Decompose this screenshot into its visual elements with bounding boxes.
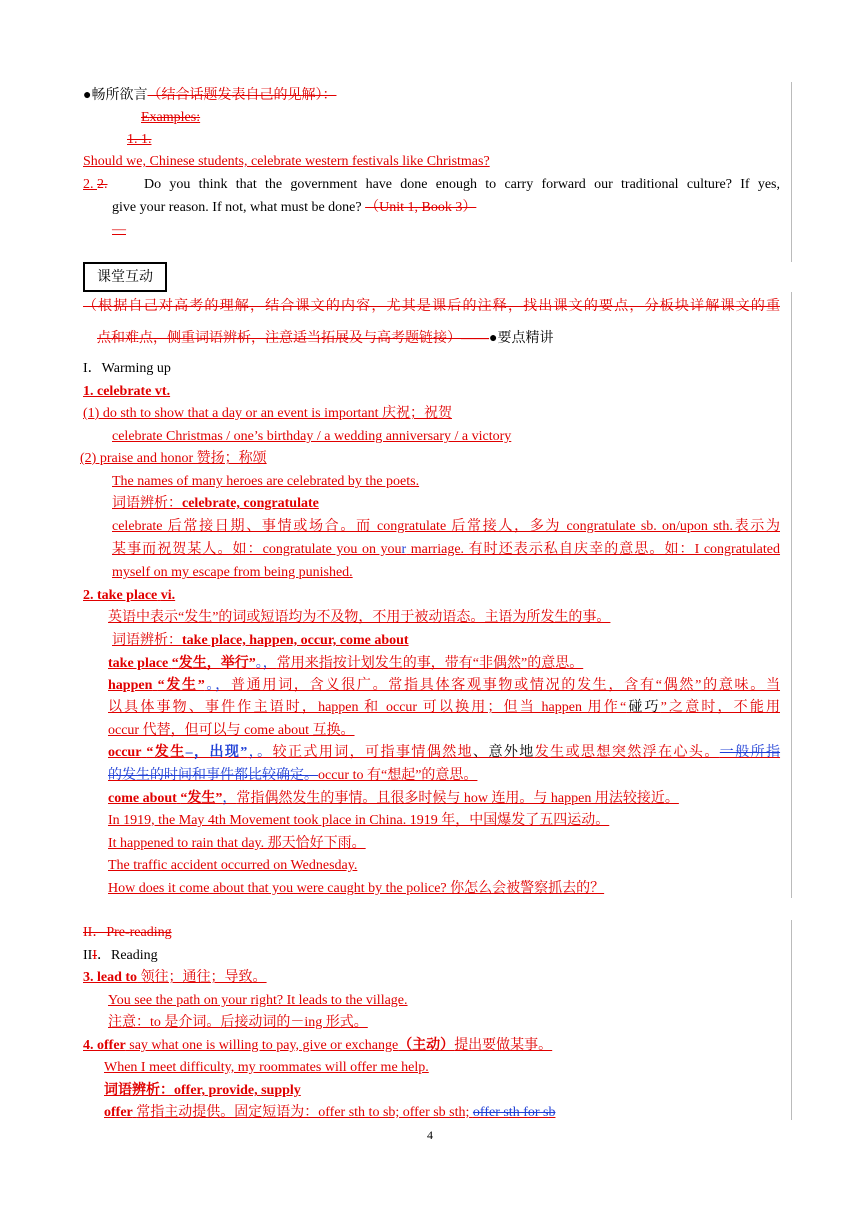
example-2-ref: （Unit 1, Book 3） [365, 200, 477, 215]
reading-heading: III．Reading [83, 948, 158, 963]
example-sentence-3: The traffic accident occurred on Wednesday. [108, 858, 358, 873]
classroom-note-b-line: 点和难点，侧重词语辨析，注意适当拓展及与高考题链接）——●要点精讲 [97, 331, 554, 346]
occur-entry-b: 的发生的时间和事件都比较确定。occur to 有“想起”的意思。 [108, 768, 478, 783]
example-sentence-4: How does it come about that you were caught by the police? 你怎么会被警察抓去的？ [108, 881, 605, 896]
classroom-note-a: （根据自己对高考的理解，结合课文的内容，尤其是课后的注释，找出课文的要点，分板块详解课文的重 [83, 299, 780, 314]
take-place-para: 英语中表示“发生”的词或短语均为不及物，不用于被动语态。主语为所发生的事。 [108, 610, 611, 625]
speak-freely-note: （结合话题发表自己的见解）： [147, 88, 337, 103]
celebrate-para-c: myself on my escape from being punished. [112, 565, 353, 580]
example-2-line-b [112, 198, 476, 218]
lead-to-heading: 3. lead to 领往；通往；导致。 [83, 970, 267, 985]
offer-entry: offer 常指主动提供。固定短语为：offer sth to sb; offer sb sth; offer sth for sb [104, 1105, 556, 1120]
happen-entry-b: 以具体事物、事件作主语时，happen 和 occur 可以换用；但当 happen 用作“碰巧”之意时，不能用 [108, 700, 780, 715]
celebrate-para-a: celebrate 后常接日期、事情或场合。而 congratulate 后常接人，多为 congratulate sb. on/upon sth.表示为 [112, 519, 780, 534]
take-place-distinction: 词语辨析：take place, happen, occur, come about [112, 633, 409, 648]
page-number: 4 [427, 1128, 433, 1142]
margin-line-bottom [791, 920, 792, 1120]
example-2-text-a: Do you think that the government have done enough to carry forward our traditional culture? If yes, [144, 177, 780, 192]
margin-line-middle [791, 292, 792, 898]
celebrate-distinction: 词语辨析：celebrate, congratulate [112, 496, 319, 511]
celebrate-para-b: 某事而祝贺某人。如：congratulate you on your marriage. 有时还表示私自庆幸的意思。如：I congratulated [112, 542, 781, 557]
speak-freely-title: ●畅所欲言 [83, 88, 148, 103]
example-2-number: 2. [83, 177, 94, 192]
happen-entry-a: happen “发生”。，普通用词，含义很广。常指具体客观事物或情况的发生，含有“偶然”的意味。当 [108, 678, 781, 693]
classroom-interaction-box: 课堂互动 [83, 262, 167, 292]
example-1-text: Should we, Chinese students, celebrate western festivals like Christmas? [83, 154, 490, 169]
celebrate-example-2: The names of many heroes are celebrated by the poets. [112, 474, 420, 489]
celebrate-def-2: (2) praise and honor 赞扬；称颂 [80, 451, 267, 466]
celebrate-def-1: (1) do sth to show that a day or an event is important 庆祝；祝贺 [83, 406, 452, 421]
occur-entry-a: occur “发生–，出现”，。较正式用词，可指事情偶然地、意外地发生或思想突然浮在心头。一般所指 [108, 745, 781, 760]
lead-to-example: You see the path on your right? It leads to the village. [108, 993, 408, 1008]
offer-distinction: 词语辨析：offer, provide, supply [104, 1083, 301, 1098]
example-1-number: 1. 1. [127, 132, 152, 147]
happen-entry-c: occur 代替，但可以与 come about 互换。 [108, 723, 355, 738]
margin-line-top [791, 82, 792, 262]
example-2-number-struck: 2. [97, 177, 108, 192]
key-points-title: ●要点精讲 [489, 331, 554, 346]
offer-example: When I meet difficulty, my roommates will offer me help. [104, 1060, 429, 1075]
take-place-entry: take place “发生，举行”。，常用来指按计划发生的事，带有“非偶然”的意思。 [108, 656, 584, 671]
example-2-line-a [83, 175, 780, 195]
celebrate-heading: 1. celebrate vt. [83, 384, 171, 399]
lead-to-note: 注意：to 是介词。后接动词的－ing 形式。 [108, 1015, 368, 1030]
classroom-note-b: 点和难点，侧重词语辨析，注意适当拓展及与高考题链接） [97, 331, 461, 346]
warming-up-heading: I．Warming up [83, 361, 171, 376]
example-sentence-1: In 1919, the May 4th Movement took place in China. 1919 年，中国爆发了五四运动。 [108, 813, 610, 828]
examples-line [83, 108, 200, 128]
celebrate-example-1: celebrate Christmas / one’s birthday / a wedding anniversary / a victory [112, 429, 512, 444]
offer-heading: 4. offer say what one is willing to pay, give or exchange（主动）提出要做某事。 [83, 1038, 553, 1053]
speak-freely-line [83, 86, 336, 106]
example-dash: — [112, 222, 126, 237]
examples-label: Examples: [141, 110, 201, 125]
example-2-text-b: give your reason. If not, what must be done? [112, 200, 362, 215]
pre-reading-heading: II．Pre-reading [83, 925, 172, 940]
come-about-entry: come about “发生”，常指偶然发生的事情。且很多时候与 how 连用。与 happen 用法较接近。 [108, 791, 679, 806]
example-sentence-2: It happened to rain that day. 那天恰好下雨。 [108, 836, 366, 851]
take-place-heading: 2. take place vi. [83, 588, 176, 603]
